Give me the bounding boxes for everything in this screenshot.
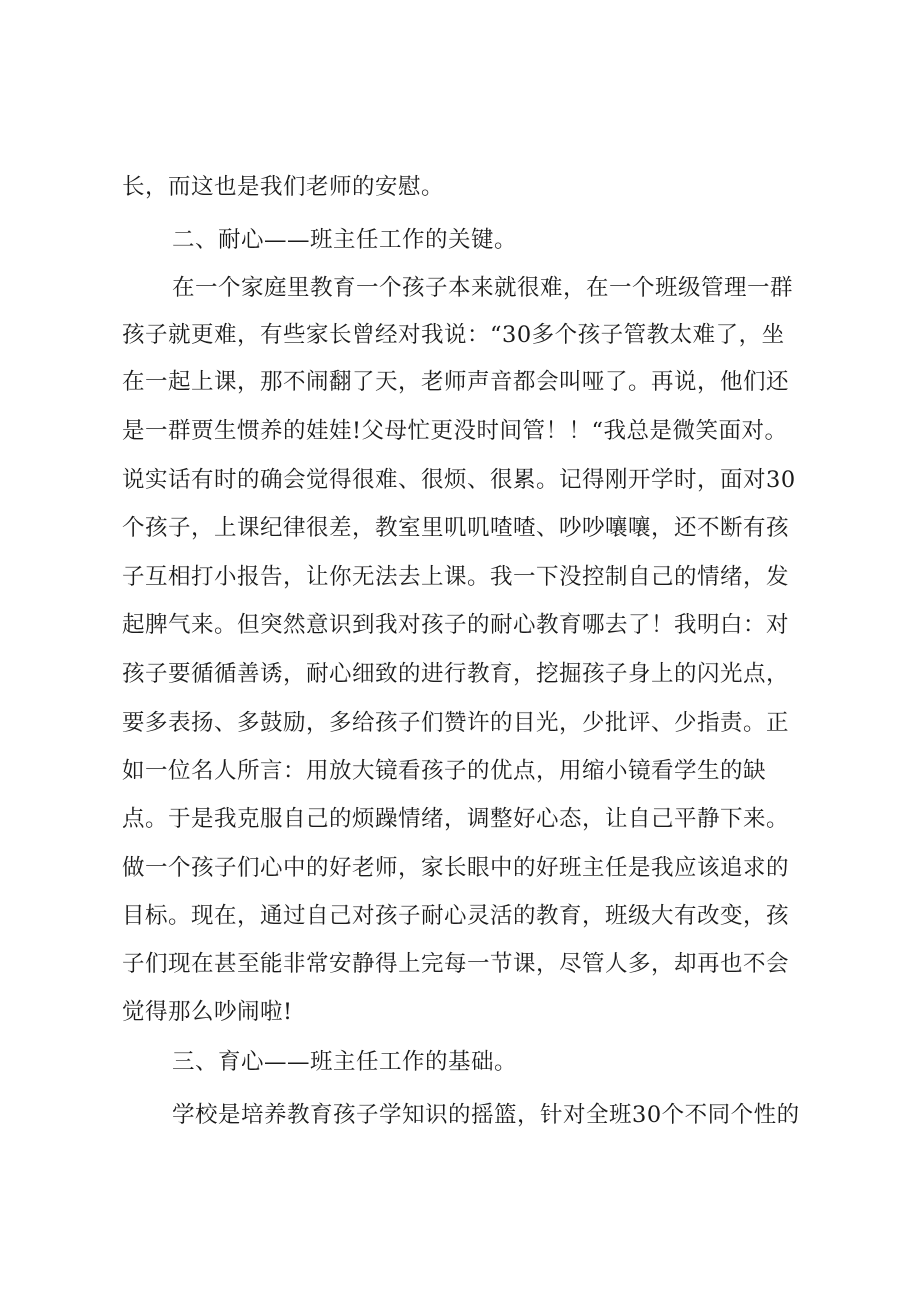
text-line: 在一起上课，那不闹翻了天，老师声音都会叫哑了。再说，他们还	[122, 369, 790, 395]
text-line: 做一个孩子们心中的好老师，家长眼中的好班主任是我应该追求的	[122, 855, 790, 881]
text-line: 个孩子，上课纪律很差，教室里叽叽喳喳、吵吵嚷嚷，还不断有孩	[122, 515, 790, 541]
text-line: 学校是培养教育孩子学知识的摇篮，针对全班30个不同个性的	[172, 1102, 800, 1128]
text-line: 说实话有时的确会觉得很难、很烦、很累。记得刚开学时，面对30	[122, 467, 796, 493]
text-line: 要多表扬、多鼓励，多给孩子们赞许的目光，少批评、少指责。正	[122, 710, 790, 736]
text-line: 起脾气来。但突然意识到我对孩子的耐心教育哪去了！我明白：对	[122, 612, 790, 638]
text-line: 如一位名人所言：用放大镜看孩子的优点，用缩小镜看学生的缺	[122, 758, 767, 784]
text-line: 孩子就更难，有些家长曾经对我说：“30多个孩子管教太难了，坐	[122, 322, 785, 348]
section-heading-nurture: 三、育心——班主任工作的基础。	[172, 1049, 518, 1075]
text-line: 是一群贾生惯养的娃娃!父母忙更没时间管！！“我总是微笑面对。	[122, 418, 788, 444]
text-line: 点。于是我克服自己的烦躁情绪，调整好心态，让自己平静下来。	[122, 806, 790, 832]
text-line: 孩子要循循善诱，耐心细致的进行教育，挖掘孩子身上的闪光点，	[122, 661, 790, 687]
text-line: 目标。现在，通过自己对孩子耐心灵活的教育，班级大有改变，孩	[122, 903, 790, 929]
text-line: 子们现在甚至能非常安静得上完每一节课，尽管人多，却再也不会	[122, 951, 790, 977]
text-line: 长，而这也是我们老师的安慰。	[122, 174, 445, 200]
section-heading-patience: 二、耐心——班主任工作的关键。	[172, 227, 518, 253]
text-line: 觉得那么吵闹啦!	[122, 999, 293, 1025]
text-line: 子互相打小报告，让你无法去上课。我一下没控制自己的情绪，发	[122, 564, 790, 590]
text-line: 在一个家庭里教育一个孩子本来就很难，在一个班级管理一群	[172, 275, 794, 301]
